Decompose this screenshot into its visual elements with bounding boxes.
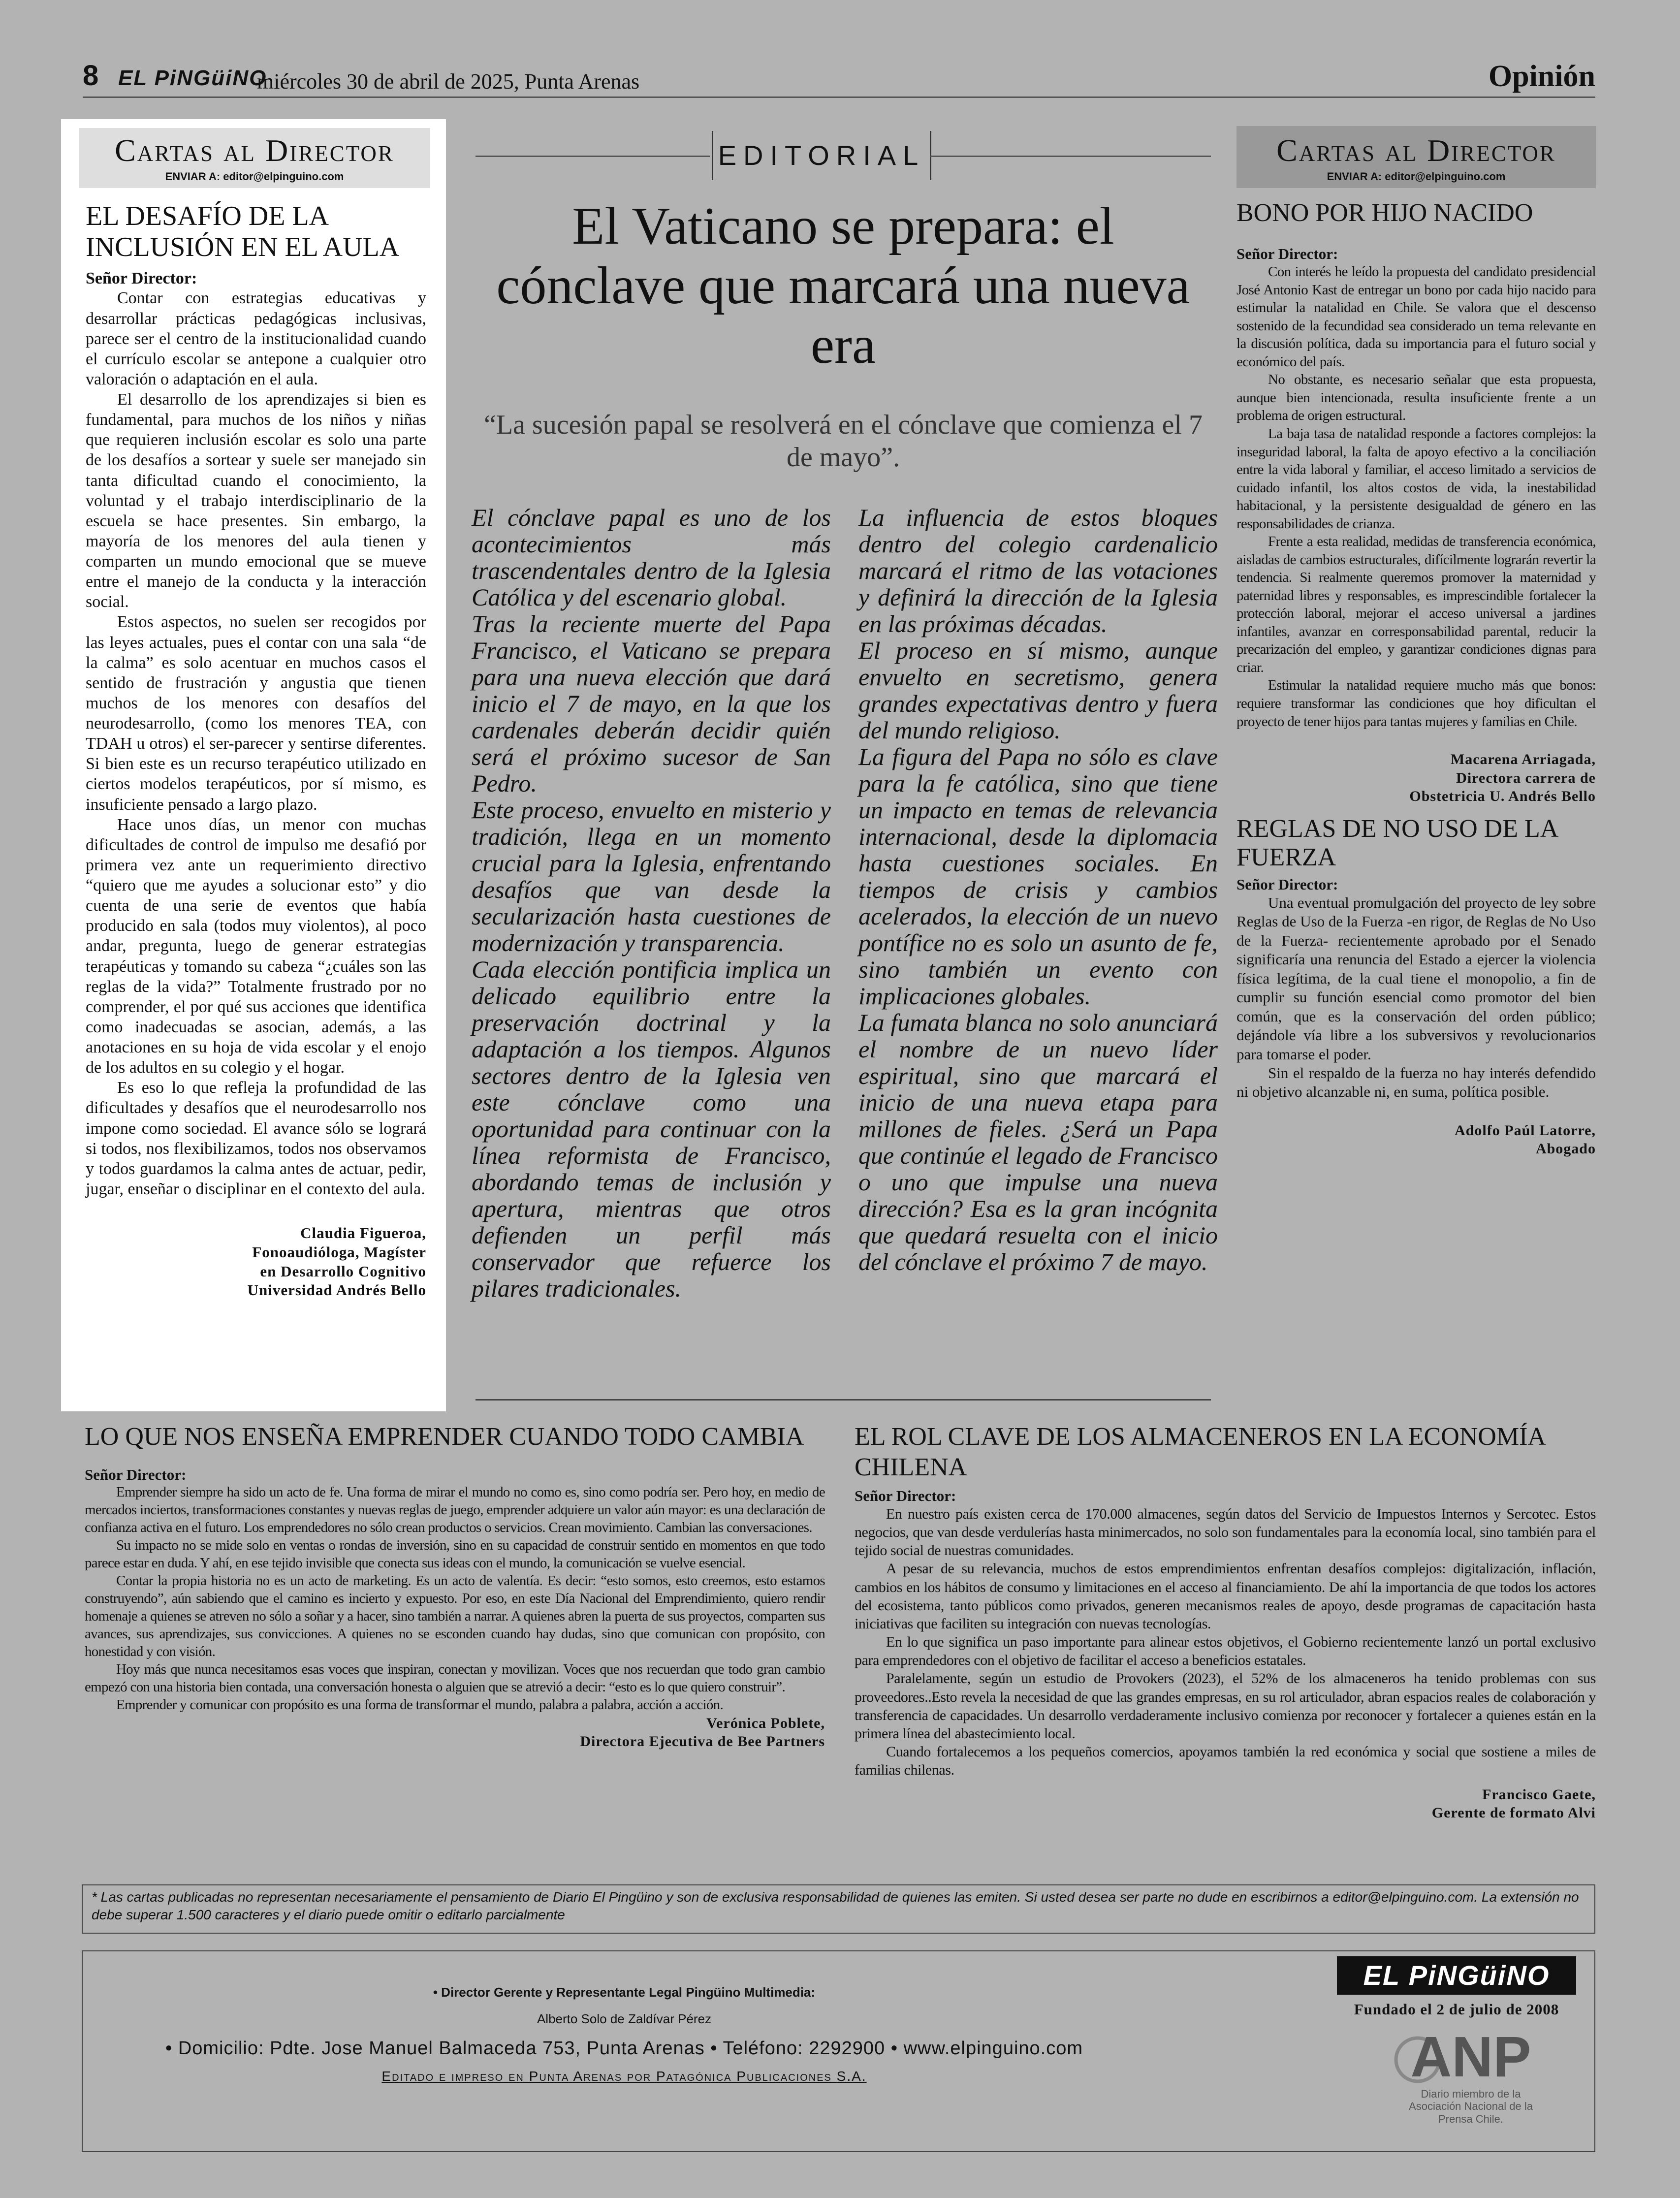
anp-logo: [1382, 2025, 1559, 2125]
anp-logo-icon: [1382, 2025, 1559, 2084]
letters-box-email[interactable]: ENVIAR A: editor@elpinguino.com: [165, 170, 344, 183]
letter-signature: [855, 1785, 1596, 1822]
signature-line: Verónica Poblete,: [706, 1715, 825, 1731]
letter-salutation: Señor Director:: [1236, 876, 1338, 893]
letter-paragraph: La baja tasa de natalidad responde a factores complejos: la inseguridad laboral, la falta de apoyo efectivo a la conciliación entre la vida laboral y familiar, el acceso limitado a servicios de cuidado infantil, los altos costos de vida, la inestabilidad habitacional, y la persistente desigualdad de género en las responsabilidades de crianza.: [1236, 426, 1596, 532]
editorial-title: El Vaticano se prepara: el cónclave que marcará una nueva era: [496, 197, 1190, 375]
letter-paragraph: En nuestro país existen cerca de 170.000 almacenes, según datos del Servicio de Impuestos Internos y Sercotec. Estos negocios, que van desde verdulerías hasta minimercados, no solo son fundamentales para la economía local, sino también para el tejido social de nuestras comunidades.: [855, 1505, 1596, 1559]
letter-paragraph: Emprender siempre ha sido un acto de fe. Una forma de mirar el mundo no como es, sino como podría ser. Pero hoy, en medio de mercados inciertos, transformaciones constantes y nuevas reglas de juego, emprender adquiere un valor aún mayor: es una declaración de confianza activa en el futuro. Los emprendedores no sólo crean productos o servicios. Crean movimiento. Cambian las conversaciones.: [85, 1484, 825, 1536]
letter-paragraph: Hoy más que nunca necesitamos esas voces que inspiran, conectan y movilizan. Voces que nos recuerdan que todo gran cambio empezó con una historia bien contada, una conversación honesta o alguien que se atrevió a decir: “esto es lo que quiero construir”.: [85, 1661, 825, 1695]
editorial-column-2: [858, 504, 1218, 1275]
editorial-paragraph: La influencia de estos bloques dentro del colegio cardenalicio marcará el ritmo de las votaciones y definirá la dirección de la Iglesia en las próximas décadas.: [858, 504, 1218, 637]
letter-paragraph: A pesar de su relevancia, muchos de estos emprendimientos enfrentan desafíos complejos: digitalización, inflación, cambios en los hábitos de consumo y limitaciones en el acceso al financiamiento. De ahí la importancia de que todos los actores del ecosistema, tanto públicos como privados, generen mecanismos reales de apoyo, desde programas de capacitación hasta iniciativas que faciliten su integración con nuevas tecnologías.: [855, 1561, 1596, 1632]
footer-logo: [1337, 1956, 1576, 1995]
editorial-paragraph: La fumata blanca no solo anunciará el nombre de un nuevo líder espiritual, sino que marcará el inicio de una nueva etapa para millones de fieles. ¿Será un Papa que continúe el legado de Francisco o uno que impulse una nueva dirección? Esa es la gran incógnita que quedará resuelta con el inicio del cónclave el próximo 7 de mayo.: [858, 1009, 1218, 1275]
bottom-letter-1: [85, 1422, 825, 1751]
letter-paragraph: Una eventual promulgación del proyecto de ley sobre Reglas de Uso de la Fuerza -en rigor, de Reglas de No Uso de la Fuerza- recientemente aprobado por el Senado significaría una renuncia del Estado a ejercer la violencia física legítima, de la cual tiene el monopolio, a fin de cumplir su función esencial como promotor del bien común, que es la conservación del orden público; dejándole vía libre a los subversivos y revolucionarios para tomarse el poder.: [1236, 894, 1596, 1063]
editorial-paragraph: La figura del Papa no sólo es clave para la fe católica, sino que tiene un impacto en temas de relevancia internacional, desde la diplomacia hasta cuestiones sociales. En tiempos de crisis y cambios acelerados, la elección de un nuevo pontífice no es solo un asunto de fe, sino también un evento con implicaciones globales.: [858, 743, 1218, 1010]
left-letter-column: [61, 119, 446, 1411]
letter-title: EL ROL CLAVE DE LOS ALMACENEROS EN LA ECONOMÍA CHILENA: [855, 1423, 1545, 1482]
anp-logo-letters: ANP: [1410, 2025, 1531, 2084]
editorial-subtitle: “La sucesión papal se resolverá en el cónclave que comienza el 7 de mayo”.: [484, 410, 1203, 473]
letter-paragraph: Emprender y comunicar con propósito es una forma de transformar el mundo, palabra a palabra, acción a acción.: [116, 1696, 723, 1713]
letter-title: EL DESAFÍO DE LA INCLUSIÓN EN EL AULA: [86, 201, 400, 262]
letters-box-title: Cartas al Director: [1276, 133, 1556, 168]
letters-box-header: [79, 128, 430, 188]
signature-line: Directora carrera de: [1456, 769, 1596, 786]
letter-signature: [85, 1714, 825, 1751]
editorial-paragraph: Cada elección pontificia implica un delicado equilibrio entre la preservación doctrinal y la adaptación a los tiempos. Algunos sectores dentro de la Iglesia ven este cónclave como una oportunidad para continuar con la línea reformista de Francisco, abordando temas de inclusión y apertura, mientras que otros defienden un perfil más conservador que refuerce los pilares tradicionales.: [472, 956, 831, 1302]
editorial-rule-left: [475, 156, 710, 157]
editorial-paragraph: Este proceso, envuelto en misterio y tradición, llega en un momento crucial para la Iglesia, enfrentando desafíos que van desde la secularización hasta cuestiones de modernización y transparencia.: [472, 796, 831, 956]
letter-signature: [1236, 750, 1596, 806]
letter-paragraph: Con interés he leído la propuesta del candidato presidencial José Antonio Kast de entregar un bono por cada hijo nacido para estimular la natalidad en Chile. Se valora que el descenso sostenido de la fecundidad sea considerado un tema relevante en la discusión política, dada su importancia para el futuro social y económico del país.: [1236, 264, 1596, 370]
footer-director-label: • Director Gerente y Representante Legal Pingüino Multimedia:: [433, 1985, 816, 2000]
editorial-paragraph: El cónclave papal es uno de los acontecimientos más trascendentales dentro de la Iglesia Católica y del escenario global.: [472, 504, 831, 611]
letter-body: [1236, 893, 1596, 1102]
footer-printed-by: Editado e impreso en Punta Arenas por Patagónica Publicaciones S.A.: [381, 2069, 867, 2084]
letter-signature: [86, 1224, 426, 1300]
letter-paragraph: Estimular la natalidad requiere mucho más que bonos: requiere transformar las condiciones que hoy dificultan el proyecto de tener hijos para tantas mujeres y familias en Chile.: [1236, 677, 1596, 730]
letter-paragraph: El desarrollo de los aprendizajes si bien es fundamental, para muchos de los niños y niñas que requieren inclusión escolar es solo una parte de los desafíos a sortear y suele ser manejado sin tanta dificultad cuando el conocimiento, la voluntad y el trabajo interdisciplinario de la escuela se hace presentes. Sin embargo, la mayoría de los menores del aula tienen y comparten un mundo emocional que se mueve entre el manejo de la conducta y la interacción social.: [86, 390, 426, 611]
anp-caption: Diario miembro de la Asociación Nacional de la Prensa Chile.: [1409, 2088, 1533, 2125]
letter-salutation: Señor Director:: [1236, 245, 1338, 263]
letter-body: [85, 1484, 825, 1714]
letter-body: [1236, 263, 1596, 731]
right-letter-column: [1236, 126, 1596, 1158]
letters-box-title: Cartas al Director: [115, 133, 394, 168]
signature-line: Abogado: [1535, 1141, 1596, 1157]
letter-paragraph: Frente a esta realidad, medidas de transferencia económica, aisladas de cambios estructurales, difícilmente lograrán revertir la tendencia. Si realmente queremos promover la maternidad y paternidad libres y responsables, es imprescindible fortalecer la protección laboral, mejorar el acceso universal a jardines infantiles, avanzar en corresponsabilidad parental, reducir la precarización del empleo, y garantizar condiciones dignas para criar.: [1236, 534, 1596, 675]
issue-date: miércoles 30 de abril de 2025, Punta Arenas: [257, 69, 640, 94]
letter-paragraph: Contar la propia historia no es un acto de marketing. Es un acto de valentía. Es decir: “esto somos, esto creemos, esto estamos construyendo”, aún sabiendo que el camino es incierto y expuesto. Por eso, en este Día Nacional del Emprendimiento, quiero rendir homenaje a quienes se atreven no sólo a soñar y a hacer, sino también a narrar. A quienes abren la puerta de sus proyectos, comparten sus avances, sus aprendizajes, sus convicciones. A quienes no se esconden cuando hay dudas, sino que comunican con propósito, con honestidad y con visión.: [85, 1573, 825, 1659]
signature-line: Directora Ejecutiva de Bee Partners: [580, 1733, 825, 1750]
page-number: 8: [83, 60, 99, 92]
signature-line: Francisco Gaete,: [1482, 1786, 1596, 1803]
editorial-label-box: [712, 131, 931, 180]
letter-paragraph: En lo que significa un paso importante para alinear estos objetivos, el Gobierno recientemente lanzó un portal exclusivo para emprendedores con el objetivo de facilitar el acceso a beneficios estatales.: [855, 1634, 1596, 1669]
footer-logo-text: EL PiNGüiNO: [1363, 1960, 1550, 1991]
signature-line: Adolfo Paúl Latorre,: [1455, 1122, 1596, 1139]
editorial-label: EDITORIAL: [718, 140, 925, 171]
letter-paragraph: Estos aspectos, no suelen ser recogidos por las leyes actuales, pues el contar con una sala “de la calma” es solo acentuar en muchos casos el sentido de frustración y angustia que tienen muchos de los menores con desafíos del neurodesarrollo, (como los menores TEA, con TDAH u otros) el ser-parecer y sentirse diferentes. Si bien este es un recurso terapéutico utilizado en ciertos modelos terapéuticos, por sí mismo, es insuficiente pensado a largo plazo.: [86, 613, 426, 814]
letter-salutation: Señor Director:: [86, 269, 197, 288]
letter-paragraph: Su impacto no se mide solo en ventas o rondas de inversión, sino en su capacidad de construir sentido en momentos en que todo parece estar en duda. Y ahí, en ese tejido invisible que conecta sus ideas con el mundo, la comunicación se vuelve esencial.: [85, 1537, 825, 1571]
editorial-bottom-rule: [475, 1399, 1211, 1401]
letter-title: LO QUE NOS ENSEÑA EMPRENDER CUANDO TODO CAMBIA: [85, 1423, 804, 1451]
footer-founded: Fundado el 2 de julio de 2008: [1354, 2001, 1559, 2018]
letter-paragraph: Sin el respaldo de la fuerza no hay interés defendido ni objetivo alcanzable ni, en suma, política posible.: [1236, 1064, 1596, 1101]
header-rule: [83, 96, 1595, 98]
signature-line: Claudia Figueroa,: [300, 1224, 426, 1242]
editorial-column-1: [472, 504, 831, 1302]
letter-body: [855, 1505, 1596, 1780]
letter-salutation: Señor Director:: [85, 1466, 187, 1484]
signature-line: Macarena Arriagada,: [1450, 751, 1596, 768]
letter-paragraph: Hace unos días, un menor con muchas dificultades de control de impulso me desafió por primera vez ante un requerimiento directivo “quiero que me ayudes a solucionar esto” y dio cuenta de una serie de eventos que había producido en sala (todos muy violentos), al poco andar, pregunta, luego de generar estrategias terapéuticas y tomando su cabeza “¿cuáles son las reglas de la vida?” Totalmente frustrado por no comprender, el por qué sus acciones que identifica como inadecuadas se asocian, además, a las anotaciones en su hoja de vida escolar y el enojo de los adultos en su colegio y el hogar.: [86, 815, 426, 1077]
editorial-rule-right: [930, 156, 1211, 157]
letter-paragraph: No obstante, es necesario señalar que esta propuesta, aunque bien intencionada, resulta insuficiente frente a un problema de origen estructural.: [1236, 372, 1596, 424]
letter-paragraph: Paralelamente, según un estudio de Provokers (2023), el 52% de los almaceneros ha tenido problemas con sus proveedores..Esto revela la necesidad de que las grandes empresas, en su rol articulador, abran espacios reales de colaboración y transferencia de capacidades. Un desarrollo verdaderamente inclusivo comienza por reconocer y fortalecer a quienes están en la primera línea del abastecimiento local.: [855, 1670, 1596, 1742]
letter-paragraph: Cuando fortalecemos a los pequeños comercios, apoyamos también la red económica y social que sostiene a miles de familias chilenas.: [855, 1744, 1596, 1779]
letter-signature: [1236, 1121, 1596, 1158]
letter-body: [86, 288, 426, 1199]
letters-box-header: [1236, 126, 1596, 188]
letter-paragraph: Contar con estrategias educativas y desarrollar prácticas pedagógicas inclusivas, parece ser el centro de la institucionalidad cuando el currículo escolar se antepone a cualquier otro valoración o adaptación en el aula.: [86, 289, 426, 388]
footer-address[interactable]: • Domicilio: Pdte. Jose Manuel Balmaceda 753, Punta Arenas • Teléfono: 2292900 • www.elpinguino.com: [165, 2038, 1083, 2059]
footer-box: [82, 1950, 1595, 2152]
letters-box-email[interactable]: ENVIAR A: editor@elpinguino.com: [1327, 170, 1506, 183]
letter-title: REGLAS DE NO USO DE LA FUERZA: [1236, 814, 1557, 871]
editorial-paragraph: El proceso en sí mismo, aunque envuelto en secretismo, genera grandes expectativas dentro y fuera del mundo religioso.: [858, 637, 1218, 744]
letter-paragraph: Es eso lo que refleja la profundidad de las dificultades y desafíos que el neurodesarrollo nos impone como sociedad. El avance sólo se logrará si todos, nos flexibilizamos, todos nos observamos y todos guardamos la calma antes de actuar, pedir, jugar, enseñar o disciplinar en el contexto del aula.: [86, 1079, 426, 1198]
footer-director-name: Alberto Solo de Zaldívar Pérez: [537, 2011, 712, 2026]
section-title: Opinión: [1488, 60, 1595, 93]
letter-salutation: Señor Director:: [855, 1487, 956, 1504]
bottom-letter-2: [855, 1422, 1596, 1822]
paper-logo-small: EL PiNGüiNO: [118, 66, 267, 90]
signature-line: Gerente de formato Alvi: [1431, 1805, 1596, 1821]
editorial-paragraph: Tras la reciente muerte del Papa Francisco, el Vaticano se prepara para una nueva elección que dará inicio el 7 de mayo, en la que los cardenales deberán decidir quién será el próximo sucesor de San Pedro.: [472, 610, 831, 797]
signature-line: Universidad Andrés Bello: [247, 1281, 426, 1299]
signature-line: en Desarrollo Cognitivo: [260, 1262, 426, 1280]
letter-title: BONO POR HIJO NACIDO: [1236, 199, 1533, 227]
letters-disclaimer: * Las cartas publicadas no representan necesariamente el pensamiento de Diario El Pingüino y son de exclusiva responsabilidad de quienes las emiten. Si usted desea ser parte no dude en escribirnos a editor@elpinguino.com. La extensión no debe superar 1.500 caracteres y el diario puede omitir o editarlo parcialmente: [82, 1884, 1595, 1934]
signature-line: Obstetricia U. Andrés Bello: [1409, 788, 1596, 805]
signature-line: Fonoaudióloga, Magíster: [252, 1243, 426, 1261]
